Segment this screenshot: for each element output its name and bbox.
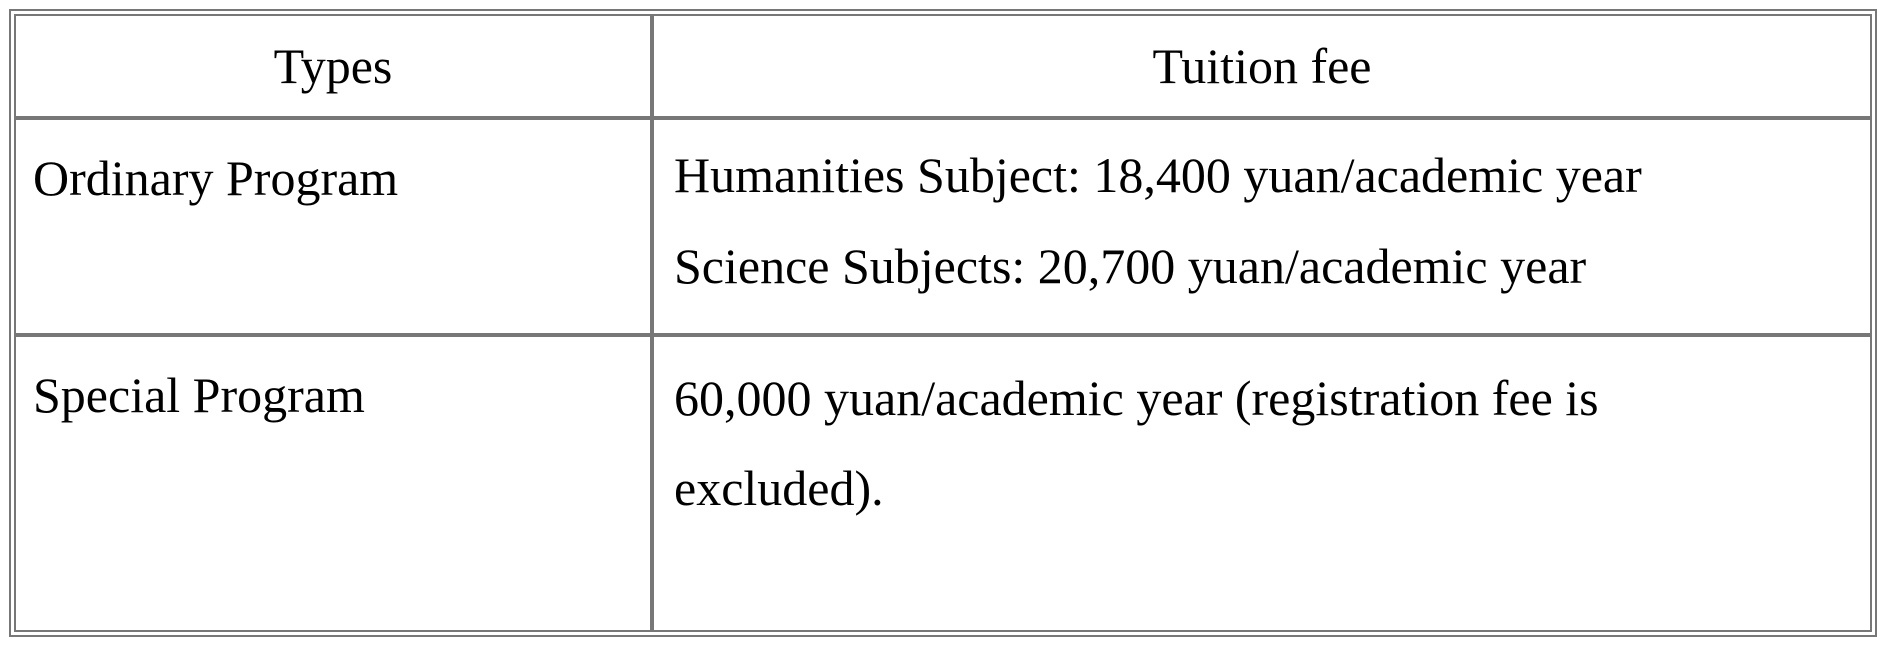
table-row xyxy=(14,118,1872,335)
table-header-row xyxy=(14,14,1872,118)
fee-humanities: Humanities Subject: 18,400 yuan/academic year xyxy=(674,147,1642,203)
header-tuition-fee-label: Tuition fee xyxy=(1152,38,1372,94)
type-ordinary-program: Ordinary Program xyxy=(33,150,399,206)
table-row xyxy=(14,335,1872,632)
fee-cell xyxy=(652,118,1872,335)
fee-science: Science Subjects: 20,700 yuan/academic year xyxy=(674,238,1587,294)
tuition-table-frame xyxy=(9,9,1877,637)
fee-cell xyxy=(652,335,1872,632)
header-types-label: Types xyxy=(273,38,393,94)
fee-special: 60,000 yuan/academic year (registration fee is excluded). xyxy=(674,370,1599,516)
tuition-fee-table xyxy=(14,14,1872,632)
type-cell xyxy=(14,335,652,632)
type-cell xyxy=(14,118,652,335)
type-special-program: Special Program xyxy=(33,367,365,423)
header-types xyxy=(14,14,652,118)
header-tuition-fee xyxy=(652,14,1872,118)
